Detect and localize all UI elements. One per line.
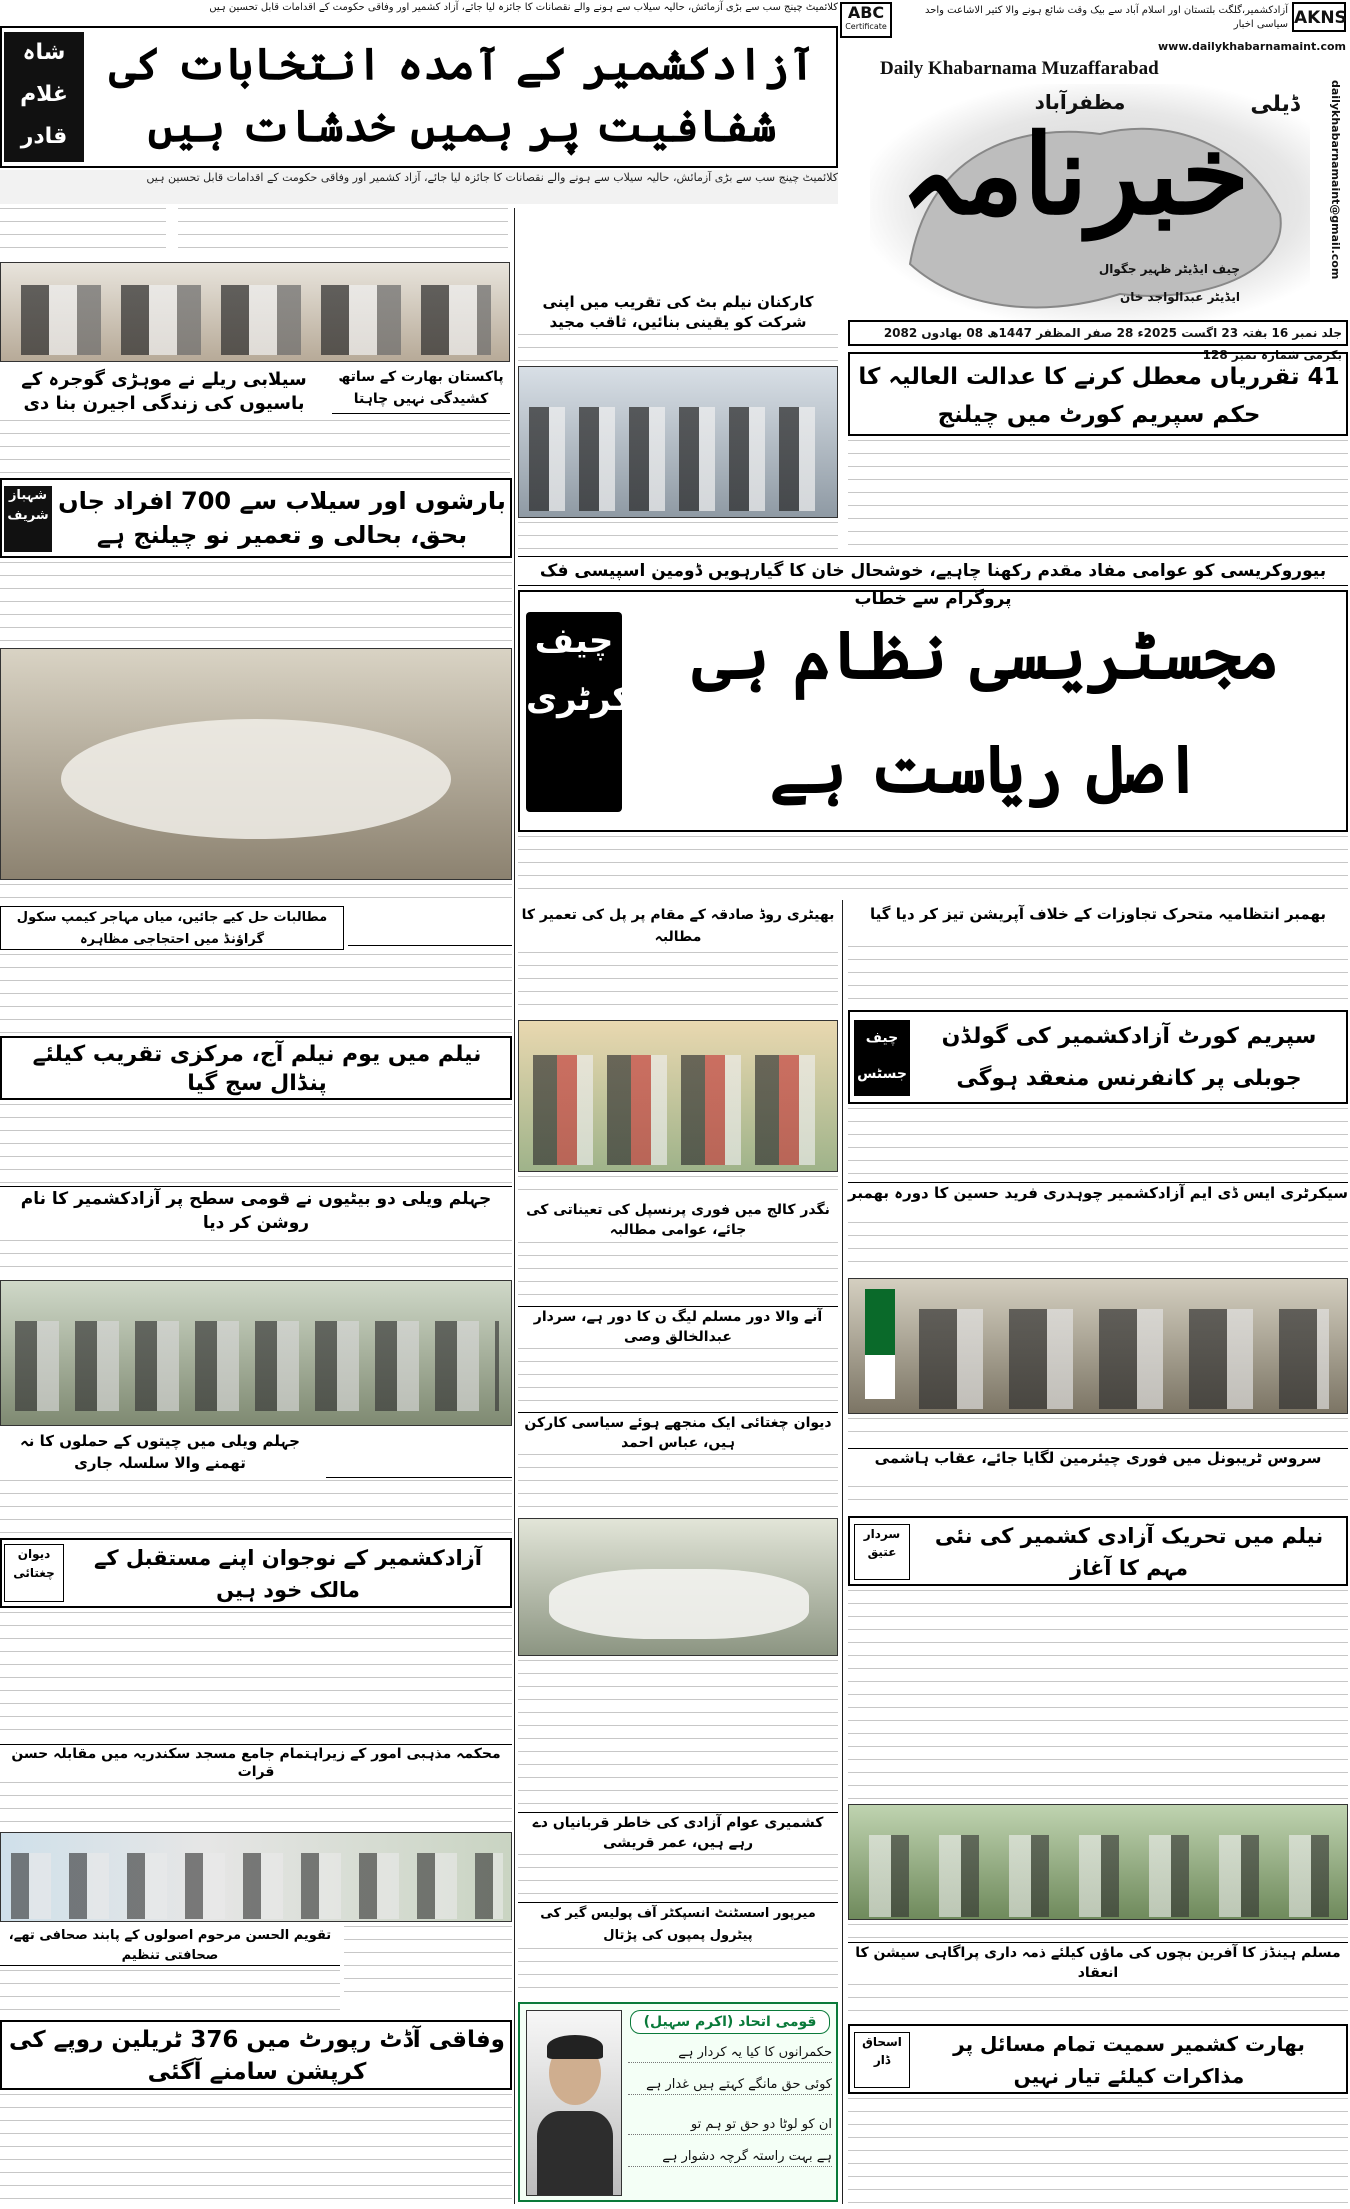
nagar-college-headline: نگدر کالج میں فوری پرنسپل کی تعیناتی کی جائے، عوامی مطالبہ	[526, 1202, 830, 1238]
photo-group	[518, 366, 838, 518]
text-block-right-8	[848, 1924, 1348, 1940]
text-block-left-12	[344, 1926, 512, 1998]
bharat-banner-side: اسحاق ڈار	[854, 2032, 910, 2088]
supreme-banner-headline: سپریم کورٹ آزادکشمیر کی گولڈن جوبلی پر کانفرنس منعقد ہوگی	[941, 1024, 1317, 1091]
governor-headline	[326, 1432, 512, 1478]
text-block-left-7	[0, 1104, 512, 1184]
audit-banner	[0, 2020, 512, 2090]
neelum-banner	[0, 1036, 512, 1100]
column-author-photo	[526, 2010, 622, 2196]
photo-group-people	[529, 407, 829, 511]
text-block-mid-5	[518, 1176, 838, 1196]
text-block-left-2	[178, 208, 508, 258]
main-headline: مجسٹریسی نظام ہی اصل ریاست ہے	[692, 616, 1280, 808]
muslim-league-headline: آنے والا دور مسلم لیگ ن کا دور ہے، سردار عبدالخالق وصی	[518, 1306, 838, 1346]
ministry-headline	[348, 906, 512, 946]
abc-label: ABC	[847, 3, 885, 22]
pakistan-bharat-headline: پاکستان بھارت کے ساتھ کشیدگی نہیں چاہتا	[332, 366, 510, 414]
abc-sub-label: Certificate	[845, 22, 887, 31]
column-title: قومی اتحاد (اکرم سہیل)	[630, 2010, 830, 2034]
photo-meeting-table	[549, 1569, 809, 1639]
photo-outdoor	[848, 1804, 1348, 1920]
vertical-email: dailykhabarnamaint@gmail.com	[1329, 80, 1342, 280]
ticker-text: کلائمیٹ چینج سب سے بڑی آزمائش، حالیہ سیلاب سے ہونے والے نقصانات کا جائزہ لیا جائے، آزاد کشمیر اور وفاقی حکومت کے اقدامات قابل تحسین ہیں	[146, 171, 838, 184]
text-block-right-5	[848, 1418, 1348, 1444]
main-headline-side: چیف سیکرٹری	[526, 612, 622, 812]
text-block-right-7	[848, 1590, 1348, 1800]
website-label: www.dailykhabarnamaint.com	[1158, 40, 1346, 53]
main-headline-box	[518, 590, 1348, 832]
secretary-dc-headline: سیکرٹری ایس ڈی ایم آزادکشمیر چوہدری فرید حسین کا دورہ بھمبر	[848, 1182, 1348, 1220]
column-verse-4: ہے بہت راستہ گرچہ دشوار ہے	[628, 2148, 832, 2167]
text-block-left-9	[0, 1480, 512, 1536]
photo-attendees	[15, 1321, 499, 1411]
bhimber-headline: بھمبر انتظامیہ متحرک تجاوزات کے خلاف آپریشن تیز کر دیا گیا	[870, 905, 1326, 923]
neelum-banner-headline: نیلم میں یوم نیلم آج، مرکزی تقریب کیلئے پنڈال سج گیا	[32, 1042, 482, 1096]
column-verse-3: ان کو لوٹا دو حق تو ہم تو	[628, 2116, 832, 2135]
text-block-right-9	[848, 1984, 1348, 2022]
photo-officials	[848, 1278, 1348, 1414]
flood-banner	[0, 478, 512, 558]
photo-award-people	[11, 1853, 503, 1919]
column-rule-2	[842, 900, 843, 2204]
bureaucracy-headline: بیوروکریسی کو عوامی مفاد مقدم رکھنا چاہیے، خوشحال خان کا گیارہویں ڈومین اسپیسی فک پروگرام سے خطاب	[518, 556, 1348, 586]
urdu-name: خبرنامہ	[900, 110, 1250, 239]
service-tribunal-headline: سروس ٹریبونل میں فوری چیئرمین لگایا جائے، عقاب ہاشمی	[848, 1448, 1348, 1484]
photo-meeting-1	[0, 262, 510, 362]
gojra-headline: سیلابی ریلے نے موہڑی گوجرہ کے باسیوں کی زندگی اجیرن بنا دی	[21, 369, 307, 414]
flood-banner-side: شہباز شریف	[4, 486, 52, 552]
youth-banner-headline: آزادکشمیر کے نوجوان اپنے مستقبل کے مالک خود ہیں	[94, 1546, 482, 1602]
mutalbat-headline: مطالبات حل کیے جائیں، میاں مہاجر کیمپ سکول گراؤنڈ میں احتجاجی مظاہرہ	[0, 906, 344, 950]
court-banner-headline: 41 تقرریاں معطل کرنے کا عدالت العالیہ کا حکم سپریم کورٹ میں چیلنج	[858, 364, 1340, 428]
abc-badge	[840, 2, 892, 38]
akns-badge: AKNS	[1292, 2, 1346, 32]
photo-people-row	[21, 285, 491, 355]
column-verse-2: کوئی حق مانگے کہتے ہیں غدار ہے	[628, 2076, 832, 2095]
text-block-left-8	[0, 1240, 512, 1276]
text-block-mid-9	[518, 1660, 838, 1810]
masthead	[840, 0, 1348, 320]
photo-outdoor-people	[869, 1835, 1329, 1917]
diwan-headline: دیوان چغتائی ایک منجھے ہوئے سیاسی کارکن ہیں، عباس احمد	[518, 1412, 838, 1452]
editor: ایڈیٹر عبدالواجد خان	[1119, 290, 1240, 304]
text-block-mid-3	[518, 836, 1348, 898]
text-block-right-2	[848, 946, 1348, 1006]
mahkma-headline: محکمہ مذہبی امور کے زیراہتمام جامع مسجد سکندریہ میں مقابلہ حسن قرات	[0, 1744, 512, 1780]
photo-table	[61, 719, 451, 839]
text-block-right-4	[848, 1222, 1348, 1274]
text-block-left-4	[0, 562, 512, 642]
urdu-daily-label: ڈیلی	[1250, 92, 1300, 117]
tehreek-banner-headline: نیلم میں تحریک آزادی کشمیر کی نئی مہم کا آغاز	[934, 1524, 1324, 1580]
text-block-mid-7	[518, 1348, 838, 1408]
photo-ribbon-people	[533, 1055, 825, 1165]
top-banner-headline: آزادکشمیر کے آمدہ انتخابات کی شفافیت پر ہمیں خدشات ہیں	[109, 39, 815, 152]
supreme-banner-side: چیف جسٹس	[854, 1020, 910, 1096]
text-block-mid-8	[518, 1454, 838, 1514]
supreme-banner	[848, 1010, 1348, 1104]
text-block-right-10	[848, 2098, 1348, 2204]
bharat-banner-headline: بھارت کشمیر سمیت تمام مسائل پر مذاکرات کیلئے تیار نہیں	[953, 2032, 1305, 2088]
muslim-hands-headline: مسلم ہینڈز کا آفرین بچوں کی ماؤں کیلئے ذمہ داری پراگاہی سیشن کا انعقاد	[848, 1942, 1348, 1982]
text-block-left-11	[0, 1782, 512, 1828]
photo-ribbon	[518, 1020, 838, 1172]
text-block-right-6	[848, 1486, 1348, 1512]
text-block-left-10	[0, 1612, 512, 1742]
text-block-mid-1	[518, 334, 838, 364]
top-banner	[0, 26, 838, 168]
photo-awards	[0, 1832, 512, 1922]
city-label: مظفرآباد	[1034, 90, 1126, 114]
photo-officials-people	[919, 1309, 1329, 1409]
text-block-mid-10	[518, 1854, 838, 1900]
text-block-mid-11	[518, 1948, 838, 1998]
youth-banner-side: دیوان چغتائی	[4, 1544, 64, 1602]
english-name: Daily Khabarnama Muzaffarabad	[880, 58, 1159, 79]
chief-editor: چیف ایڈیٹر ظہیر جگوال	[1098, 262, 1240, 276]
chitton-headline: جہلم ویلی میں چیتوں کے حملوں کا نہ تھمنے والا سلسلہ جاری	[20, 1432, 300, 1472]
text-block-right-3	[848, 1108, 1348, 1178]
text-block-left-1	[0, 208, 166, 258]
text-block-left-14	[0, 2094, 512, 2204]
bharat-banner	[848, 2024, 1348, 2094]
flood-banner-headline: بارشوں اور سیلاب سے 700 افراد جاں بحق، بحالی و تعمیر نو چیلنج ہے	[58, 487, 506, 549]
photo-meeting-2	[518, 1518, 838, 1656]
jhelum-valley-headline: جہلم ویلی دو بیٹیوں نے قومی سطح پر آزادکشمیر کا نام روشن کر دیا	[0, 1186, 512, 1236]
top-banner-side: شاہ غلام قادر	[4, 32, 84, 162]
audit-banner-headline: وفاقی آڈٹ رپورٹ میں 376 ٹریلین روپے کی کرپشن سامنے آگئی	[9, 2027, 505, 2085]
author-shirt	[537, 2111, 613, 2195]
youth-banner	[0, 1538, 512, 1608]
text-block-left-6	[0, 954, 512, 1034]
text-block-left-3	[0, 420, 510, 476]
column-verse-1: حکمرانوں کا کیا یہ کردار ہے	[628, 2044, 832, 2063]
text-block-left-13	[0, 1970, 340, 2016]
battery-road-headline: بھیٹری روڈ صادقہ کے مقام پر پل کی تعمیر کا مطالبہ	[521, 907, 835, 945]
court-banner	[848, 352, 1348, 436]
issue-line	[848, 320, 1348, 362]
photo-flags	[865, 1289, 895, 1399]
issue-line-text: جلد نمبر 16 بفتہ 23 اگست 2025ء 28 صفر المظفر 1447ھ 08 بھادوں 2082 بکرمی شمارہ نمبر 128	[883, 326, 1342, 362]
text-block-mid-4	[518, 952, 838, 1016]
photo-conference	[0, 1280, 512, 1426]
ticker-line	[0, 170, 838, 204]
mirpur-headline: میرپور اسسٹنٹ انسپکٹر آف پولیس گیر کی پیٹرول پمپوں کی پڑتال	[518, 1902, 838, 1946]
taqweem-headline: تقویم الحسن مرحوم اصولوں کے پابند صحافی تھے، صحافتی تنظیم	[0, 1926, 340, 1966]
top-credits-text: کلائمیٹ چینج سب سے بڑی آزمائش، حالیہ سیلاب سے ہونے والے نقصانات کا جائزہ لیا جائے، آزاد کشمیر اور وفاقی حکومت کے اقدامات قابل تحسین ہیں	[209, 2, 838, 13]
photo-cabinet-meeting	[0, 648, 512, 880]
text-block-right-1	[848, 440, 1348, 550]
kashmir-qurbani-headline: کشمیری عوام آزادی کی خاطر قربانیاں دے رہے ہیں، عمر قریشی	[518, 1812, 838, 1852]
text-block-left-5	[0, 884, 512, 902]
column-rule-1	[514, 208, 515, 2204]
column-box	[518, 2002, 838, 2202]
top-credits	[0, 2, 838, 24]
tehreek-banner-side: سردار عتیق	[854, 1524, 910, 1580]
masthead-top-line: آزادکشمیر،گلگت بلتستان اور اسلام آباد سے بیک وقت شائع ہونے والا کثیر الاشاعت واحد سیاسی اخبار	[924, 5, 1288, 30]
text-block-mid-2	[518, 522, 838, 552]
author-hair	[547, 2035, 603, 2059]
karkunan-headline: کارکنان نیلم بٹ کی تقریب میں اپنی شرکت کو یقینی بنائیں، ثاقب مجید	[542, 293, 814, 331]
tehreek-banner	[848, 1516, 1348, 1586]
text-block-mid-6	[518, 1242, 838, 1302]
